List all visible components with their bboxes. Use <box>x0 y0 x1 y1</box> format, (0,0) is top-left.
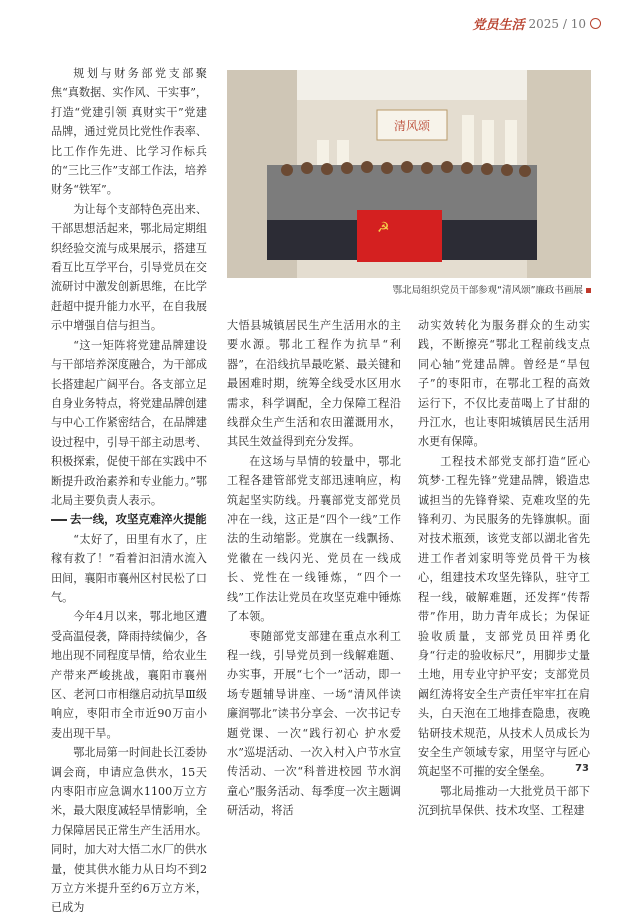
column-middle <box>227 316 401 821</box>
magazine-brand <box>473 14 602 33</box>
column-left <box>51 64 207 918</box>
group-photo <box>227 70 591 278</box>
paragraph: 规划与财务部党支部聚焦“真数据、实作风、干实事”，打造“党建引领 真财实干”党建品牌，通过党员比党性作表率、比工作作先进、比学习作标兵的“三比三作”支部工作法，培养财务“铁军”。 <box>51 67 207 197</box>
section-bar-icon <box>51 519 67 521</box>
paragraph: 枣随部党支部建在重点水利工程一线，引导党员到一线解难题、办实事，开展“七个一”活动，即一场专题辅导讲座、一场“清风伴读 廉润鄂北”读书分享会、一次书记专题党课、一次“践行初心 护水爱水”巡堤活动、一次入村入户节水宣传活动、一次“科普进校园 节水润童心”服务活动、每季度一次主题调研活动，将活 <box>227 629 401 818</box>
column-right <box>418 316 590 821</box>
paragraph: 今年4月以来，鄂北地区遭受高温侵袭，降雨持续偏少，各地出现不同程度旱情，给农业生产带来严峻挑战，襄阳市襄州区、老河口市相继启动抗旱Ⅲ级响应，枣阳市全市近90万亩小麦出现干旱。 <box>51 610 207 740</box>
paragraph: 工程技术部党支部打造“匠心筑梦·工程先锋”党建品牌，锻造忠诚担当的先锋脊梁、克难攻坚的先锋利刃、为民服务的先锋旗帜。面对技术瓶颈，该党支部以湖北省先进工作者刘家明等党员骨干为核心，组建技术攻坚先锋队，驻守工程一线，破解难题，还发挥“传帮带”作用，助力青年成长；为保证验收质量，支部党员田祥勇化身“行走的验收标尺”，用脚步丈量土地，用专业守护平安；支部党员阚红涛将安全生产责任牢牢扛在肩头，白天泡在工地排查隐患，夜晚钻研技术规范，从技术人员成长为安全生产领域专家，用坚守与匠心筑起坚不可摧的安全堡垒。 <box>418 454 590 779</box>
paragraph: 动实效转化为服务群众的生动实践，不断擦亮“鄂北工程前线支点同心轴”党建品牌。曾经是“旱包子”的枣阳市，在鄂北工程的高效运行下，不仅比麦苗喝上了甘甜的丹江水，也让枣阳城镇居民生活用水更有保障。 <box>418 319 590 449</box>
paragraph: 鄂北局推动一大批党员干部下沉到抗旱保供、技术攻坚、工程建 <box>418 784 590 818</box>
paragraph: 大悟县城镇居民生产生活用水的主要水源。鄂北工程作为抗旱“利器”，在沿线抗旱最吃紧、最关键和最困难时期，统筹全线受水区用水需求，科学调配，全力保障工程沿线群众生产生活和农田灌溉用水，其民生效益得到充分发挥。 <box>227 319 401 449</box>
caption-marker-icon <box>586 288 591 293</box>
brand-logo: 党员生活 <box>472 18 525 33</box>
paragraph: 鄂北局第一时间赴长江委协调会商，申请应急供水，15天内枣阳市应急调水1100万立方米，最大限度减轻旱情影响，全力保障居民正常生产生活用水。同时，加大对大悟二水厂的供水量，使其供水能力从日均不到2万立方米提升至约6万立方米，已成为 <box>51 746 207 915</box>
paragraph: 在这场与旱情的较量中，鄂北工程各建管部党支部迅速响应，构筑起坚实防线。丹襄部党支部党员冲在一线，这正是“四个一线”工作法的生动缩影。党旗在一线飘扬、党徽在一线闪光、党员在一线成长、党性在一线锤炼，“四个一线”工作法让党员在攻坚克难中锤炼了本领。 <box>227 454 401 624</box>
section-heading <box>51 510 207 529</box>
brand-ring-icon <box>590 18 601 29</box>
group-photo-illustration <box>227 70 591 278</box>
paragraph: 为让每个支部特色亮出来、干部思想活起来，鄂北局定期组织经验交流与成果展示，搭建互看互比互学平台，引导党员在交流研讨中激发创新思维，在比学赶超中提升能力水平，在自我展示中增强自信与担当。 <box>51 202 207 333</box>
party-flag <box>357 210 442 262</box>
paragraph: “太好了，田里有水了，庄稼有救了！”看着汩汩清水流入田间，襄阳市襄州区村民松了口气。 <box>51 532 207 604</box>
party-flag-emblem-icon: ☭ <box>377 220 390 236</box>
hall-sign: 清风颂 <box>393 119 431 133</box>
page-header <box>0 0 629 44</box>
page-number: 73 <box>575 763 589 774</box>
photo-caption-text: 鄂北局组织党员干部参观“清风颂”廉政书画展 <box>392 285 583 296</box>
photo-caption <box>227 282 591 296</box>
paragraph: “这一矩阵将党建品牌建设与干部培养深度融合，为干部成长搭建起广阔平台。各支部立足自身业务特点，将党建品牌创建与中心工作紧密结合，在品牌建设过程中，引导干部主动思考、积极探索，促使干部在实践中不断提升政治素养和专业能力。”鄂北局主要负责人表示。 <box>51 338 207 507</box>
section-heading-text: 去一线，攻坚克难淬火提能 <box>70 512 207 527</box>
issue-number: 2025 / 10 <box>528 16 586 31</box>
